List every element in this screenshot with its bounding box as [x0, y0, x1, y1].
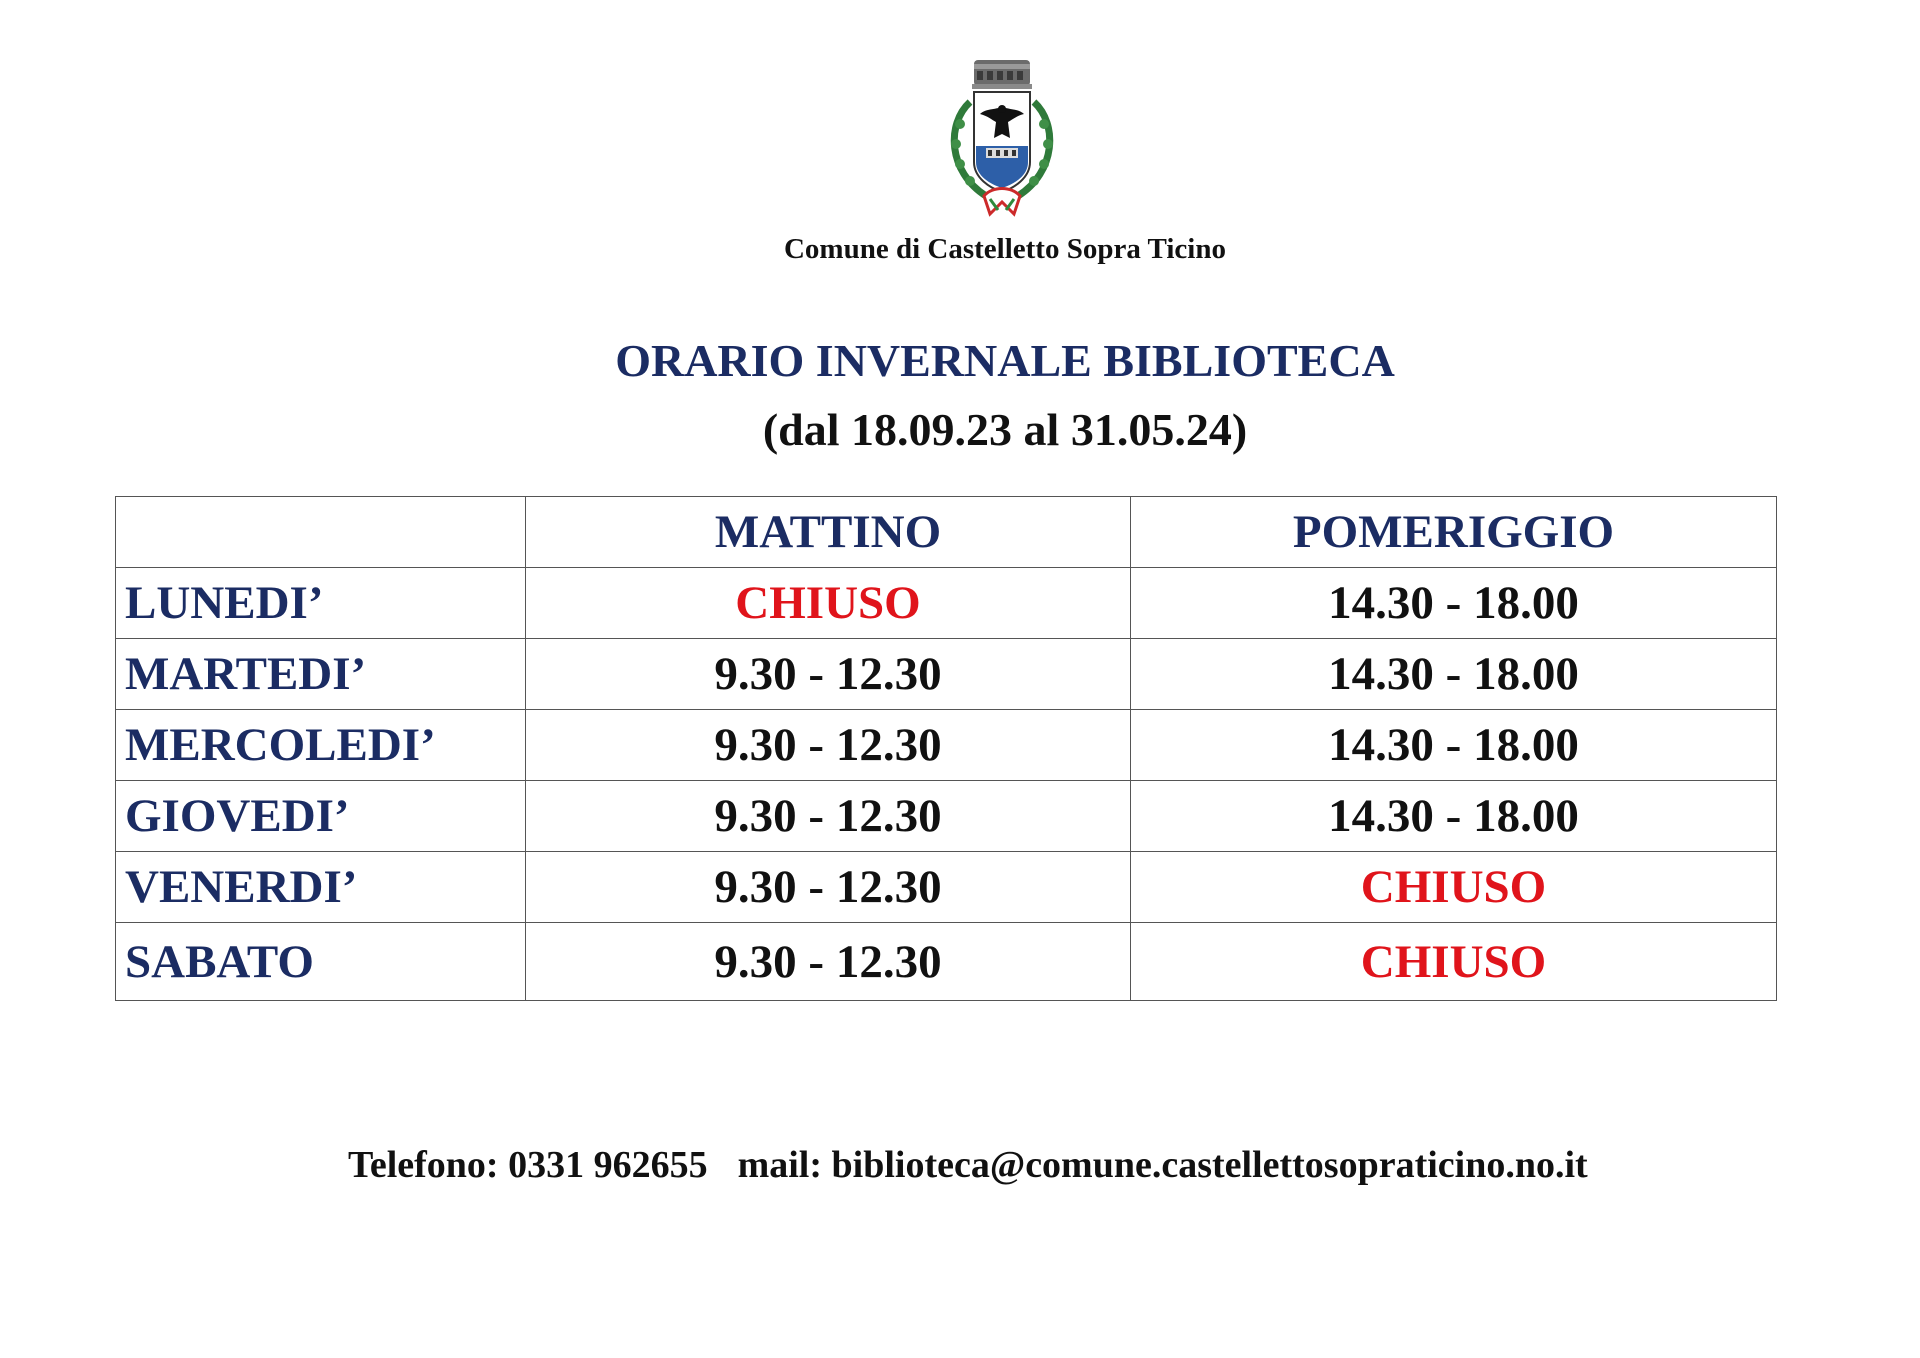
validity-period: (dal 18.09.23 al 31.05.24) — [762, 404, 1248, 455]
opening-hours-table — [115, 496, 1777, 1001]
afternoon-hours: CHIUSO — [1131, 852, 1777, 923]
morning-hours: 9.30 - 12.30 — [526, 781, 1131, 852]
table-row — [116, 781, 1777, 852]
table-header-row — [116, 497, 1777, 568]
document-title: ORARIO INVERNALE BIBLIOTECA — [615, 335, 1395, 386]
day-label: GIOVEDI’ — [116, 781, 526, 852]
morning-hours: 9.30 - 12.30 — [526, 923, 1131, 1001]
table-row — [116, 710, 1777, 781]
contact-info — [348, 1143, 1588, 1187]
municipal-coat-of-arms-icon — [940, 54, 1064, 220]
morning-hours: 9.30 - 12.30 — [526, 852, 1131, 923]
afternoon-hours: 14.30 - 18.00 — [1131, 639, 1777, 710]
day-label: LUNEDI’ — [116, 568, 526, 639]
day-label: SABATO — [116, 923, 526, 1001]
day-label: MARTEDI’ — [116, 639, 526, 710]
header-day-cell — [116, 497, 526, 568]
morning-hours: 9.30 - 12.30 — [526, 710, 1131, 781]
table-row — [116, 923, 1777, 1001]
municipality-name: Comune di Castelletto Sopra Ticino — [783, 233, 1226, 265]
table-row — [116, 852, 1777, 923]
table-row — [116, 568, 1777, 639]
afternoon-hours: 14.30 - 18.00 — [1131, 568, 1777, 639]
day-label: MERCOLEDI’ — [116, 710, 526, 781]
morning-hours: 9.30 - 12.30 — [526, 639, 1131, 710]
table-row — [116, 639, 1777, 710]
afternoon-hours: CHIUSO — [1131, 923, 1777, 1001]
afternoon-hours: 14.30 - 18.00 — [1131, 710, 1777, 781]
phone-number: Telefono: 0331 962655 — [348, 1144, 708, 1186]
afternoon-hours: 14.30 - 18.00 — [1131, 781, 1777, 852]
morning-hours: CHIUSO — [526, 568, 1131, 639]
email-address[interactable]: mail: biblioteca@comune.castellettosopraticino.no.it — [737, 1144, 1588, 1186]
day-label: VENERDI’ — [116, 852, 526, 923]
header-morning: MATTINO — [526, 497, 1131, 568]
header-afternoon: POMERIGGIO — [1131, 497, 1777, 568]
